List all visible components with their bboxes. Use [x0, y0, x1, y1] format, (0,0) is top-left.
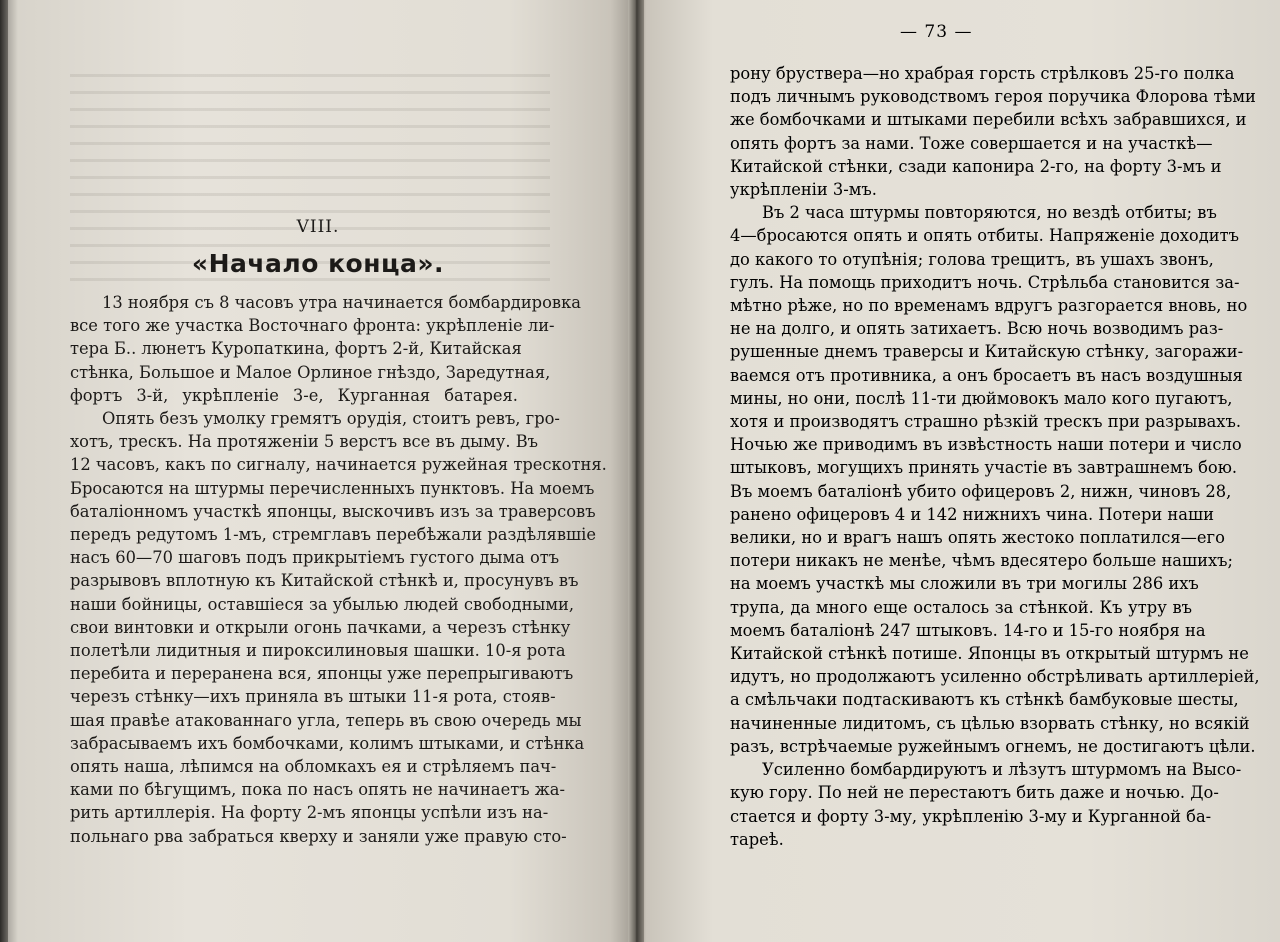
text-line: Китайской стѣнкѣ потише. Японцы въ открытый штурмъ не — [730, 644, 1249, 664]
text-line: а смѣльчаки подтаскиваютъ къ стѣнкѣ бамбуковые шесты, — [730, 690, 1239, 710]
text-line: полетѣли лидитныя и пироксилиновыя шашки. 10-я рота — [70, 641, 566, 661]
text-line: черезъ стѣнку—ихъ приняла въ штыки 11-я рота, стояв- — [70, 687, 556, 707]
text-line: Усиленно бомбардируютъ и лѣзутъ штурмомъ на Высо- — [762, 760, 1242, 780]
text-line: моемъ баталіонѣ 247 штыковъ. 14-го и 15-го ноября на — [730, 620, 1206, 640]
text-line: не на долго, и опять затихаетъ. Всю ночь возводимъ раз- — [730, 319, 1224, 339]
text-line: тера Б.. люнетъ Куропаткина, фортъ 2-й, Китайская — [70, 339, 522, 359]
text-line: мины, но они, послѣ 11-ти дюймовокъ мало кого пугаютъ, — [730, 388, 1233, 408]
text-line: же бомбочками и штыками перебили всѣхъ забравшихся, и — [730, 110, 1247, 130]
text-line: потери никакъ не менѣе, чѣмъ вдесятеро больше нашихъ; — [730, 551, 1234, 571]
text-line: ваемся отъ противника, а онъ бросаетъ въ насъ воздушныя — [730, 365, 1243, 385]
text-line: штыковъ, могущихъ принять участіе въ завтрашнемъ бою. — [730, 458, 1238, 478]
text-line: Ночью же приводимъ въ извѣстность наши потери и число — [730, 435, 1242, 455]
text-line: трупа, да много еще осталось за стѣнкой. Къ утру въ — [730, 597, 1192, 617]
page-number: — 73 — — [900, 22, 973, 42]
page-edge-shadow — [0, 0, 8, 942]
text-line: подъ личнымъ руководствомъ героя поручика Флорова тѣми — [730, 87, 1256, 107]
text-line: польнаго рва забраться кверху и заняли уже правую сто- — [70, 826, 567, 846]
text-line: 13 ноября съ 8 часовъ утра начинается бомбардировка — [102, 293, 581, 312]
text-line: начиненные лидитомъ, съ цѣлью взорвать стѣнку, но всякій — [730, 713, 1250, 733]
text-line: ками по бѣгущимъ, пока по насъ опять не начинаетъ жа- — [70, 780, 565, 800]
text-line: все того же участка Восточнаго фронта: укрѣпленіе ли- — [70, 316, 555, 336]
text-line: 4—бросаются опять и опять отбиты. Напряженіе доходитъ — [730, 226, 1239, 246]
text-line: Въ 2 часа штурмы повторяются, но вездѣ отбиты; въ — [762, 203, 1217, 223]
text-line: ранено офицеровъ 4 и 142 нижнихъ чина. Потери наши — [730, 504, 1214, 524]
text-line: свои винтовки и открыли огонь пачками, а черезъ стѣнку — [70, 617, 571, 637]
book-gutter — [628, 0, 644, 942]
left-page-body — [70, 291, 607, 848]
text-line: рушенные днемъ траверсы и Китайскую стѣнку, загоражи- — [730, 342, 1244, 362]
text-line: опять наша, лѣпимся на обломкахъ ея и стрѣляемъ пач- — [70, 757, 557, 777]
text-line: Бросаются на штурмы перечисленныхъ пунктовъ. На моемъ — [70, 478, 595, 498]
text-line: укрѣпленіи 3-мъ. — [730, 180, 877, 200]
text-line: шая правѣе атакованнаго угла, теперь въ свою очередь мы — [70, 710, 582, 730]
text-line: Китайской стѣнки, сзади капонира 2-го, на форту 3-мъ и — [730, 156, 1222, 176]
text-line: насъ 60—70 шаговъ подъ прикрытіемъ густого дыма отъ — [70, 548, 560, 568]
text-line: хотя и производятъ страшно рѣзкій трескъ при разрывахъ. — [730, 412, 1241, 432]
text-line: Въ моемъ баталіонѣ убито офицеровъ 2, нижн, чиновъ 28, — [730, 481, 1232, 501]
text-line: гулъ. На помощь приходитъ ночь. Стрѣльба становится за- — [730, 272, 1240, 292]
text-line: разъ, встрѣчаемые ружейнымъ огнемъ, не достигаютъ цѣли. — [730, 736, 1256, 756]
right-page-body — [730, 62, 1260, 851]
text-line: 12 часовъ, какъ по сигналу, начинается ружейная трескотня. — [70, 455, 607, 475]
text-line: баталіонномъ участкѣ японцы, выскочивъ изъ за траверсовъ — [70, 501, 596, 521]
text-line: мѣтно рѣже, но по временамъ вдругъ разгорается вновь, но — [730, 296, 1248, 316]
section-title: «Начало конца». — [191, 249, 445, 278]
left-page — [0, 0, 636, 942]
text-line: стѣнка, Большое и Малое Орлиное гнѣздо, Заредутная, — [70, 362, 551, 382]
text-line: Опять безъ умолку гремятъ орудія, стоитъ ревъ, гро- — [102, 409, 560, 429]
text-line: хотъ, трескъ. На протяженіи 5 верстъ все въ дыму. Въ — [70, 432, 539, 452]
text-line: перебита и переранена вся, японцы уже перепрыгиваютъ — [70, 664, 574, 684]
text-line: наши бойницы, оставшіеся за убылью людей свободными, — [70, 594, 575, 614]
text-line: передъ редутомъ 1-мъ, стремглавъ перебѣжали раздѣлявшіе — [70, 525, 596, 545]
text-line: идутъ, но продолжаютъ усиленно обстрѣливать артиллеріей, — [730, 667, 1260, 687]
text-line: рону бруствера—но храбрая горсть стрѣлковъ 25-го полка — [730, 64, 1235, 83]
section-number: VIII. — [296, 217, 340, 237]
text-line: до какого то отупѣнія; голова трещитъ, въ ушахъ звонъ, — [730, 249, 1214, 269]
text-line: на моемъ участкѣ мы сложили въ три могилы 286 ихъ — [730, 574, 1199, 594]
text-line: фортъ 3-й, укрѣпленіе 3-е, Курганная батарея. — [70, 385, 518, 405]
text-line: тареѣ. — [730, 829, 784, 849]
text-line: разрывовъ вплотную къ Китайской стѣнкѣ и, просунувъ въ — [70, 571, 579, 591]
text-line: рить артиллерія. На форту 2-мъ японцы успѣли изъ на- — [70, 803, 549, 823]
text-line: забрасываемъ ихъ бомбочками, колимъ штыками, и стѣнка — [70, 733, 585, 753]
text-line: велики, но и врагъ нашъ опять жестоко поплатился—его — [730, 528, 1225, 548]
text-line: опять фортъ за нами. Тоже совершается и на участкѣ— — [730, 133, 1213, 153]
text-line: стается и форту 3-му, укрѣпленію 3-му и Курганной ба- — [730, 806, 1212, 826]
text-line: кую гору. По ней не перестаютъ бить даже и ночью. До- — [730, 783, 1219, 803]
